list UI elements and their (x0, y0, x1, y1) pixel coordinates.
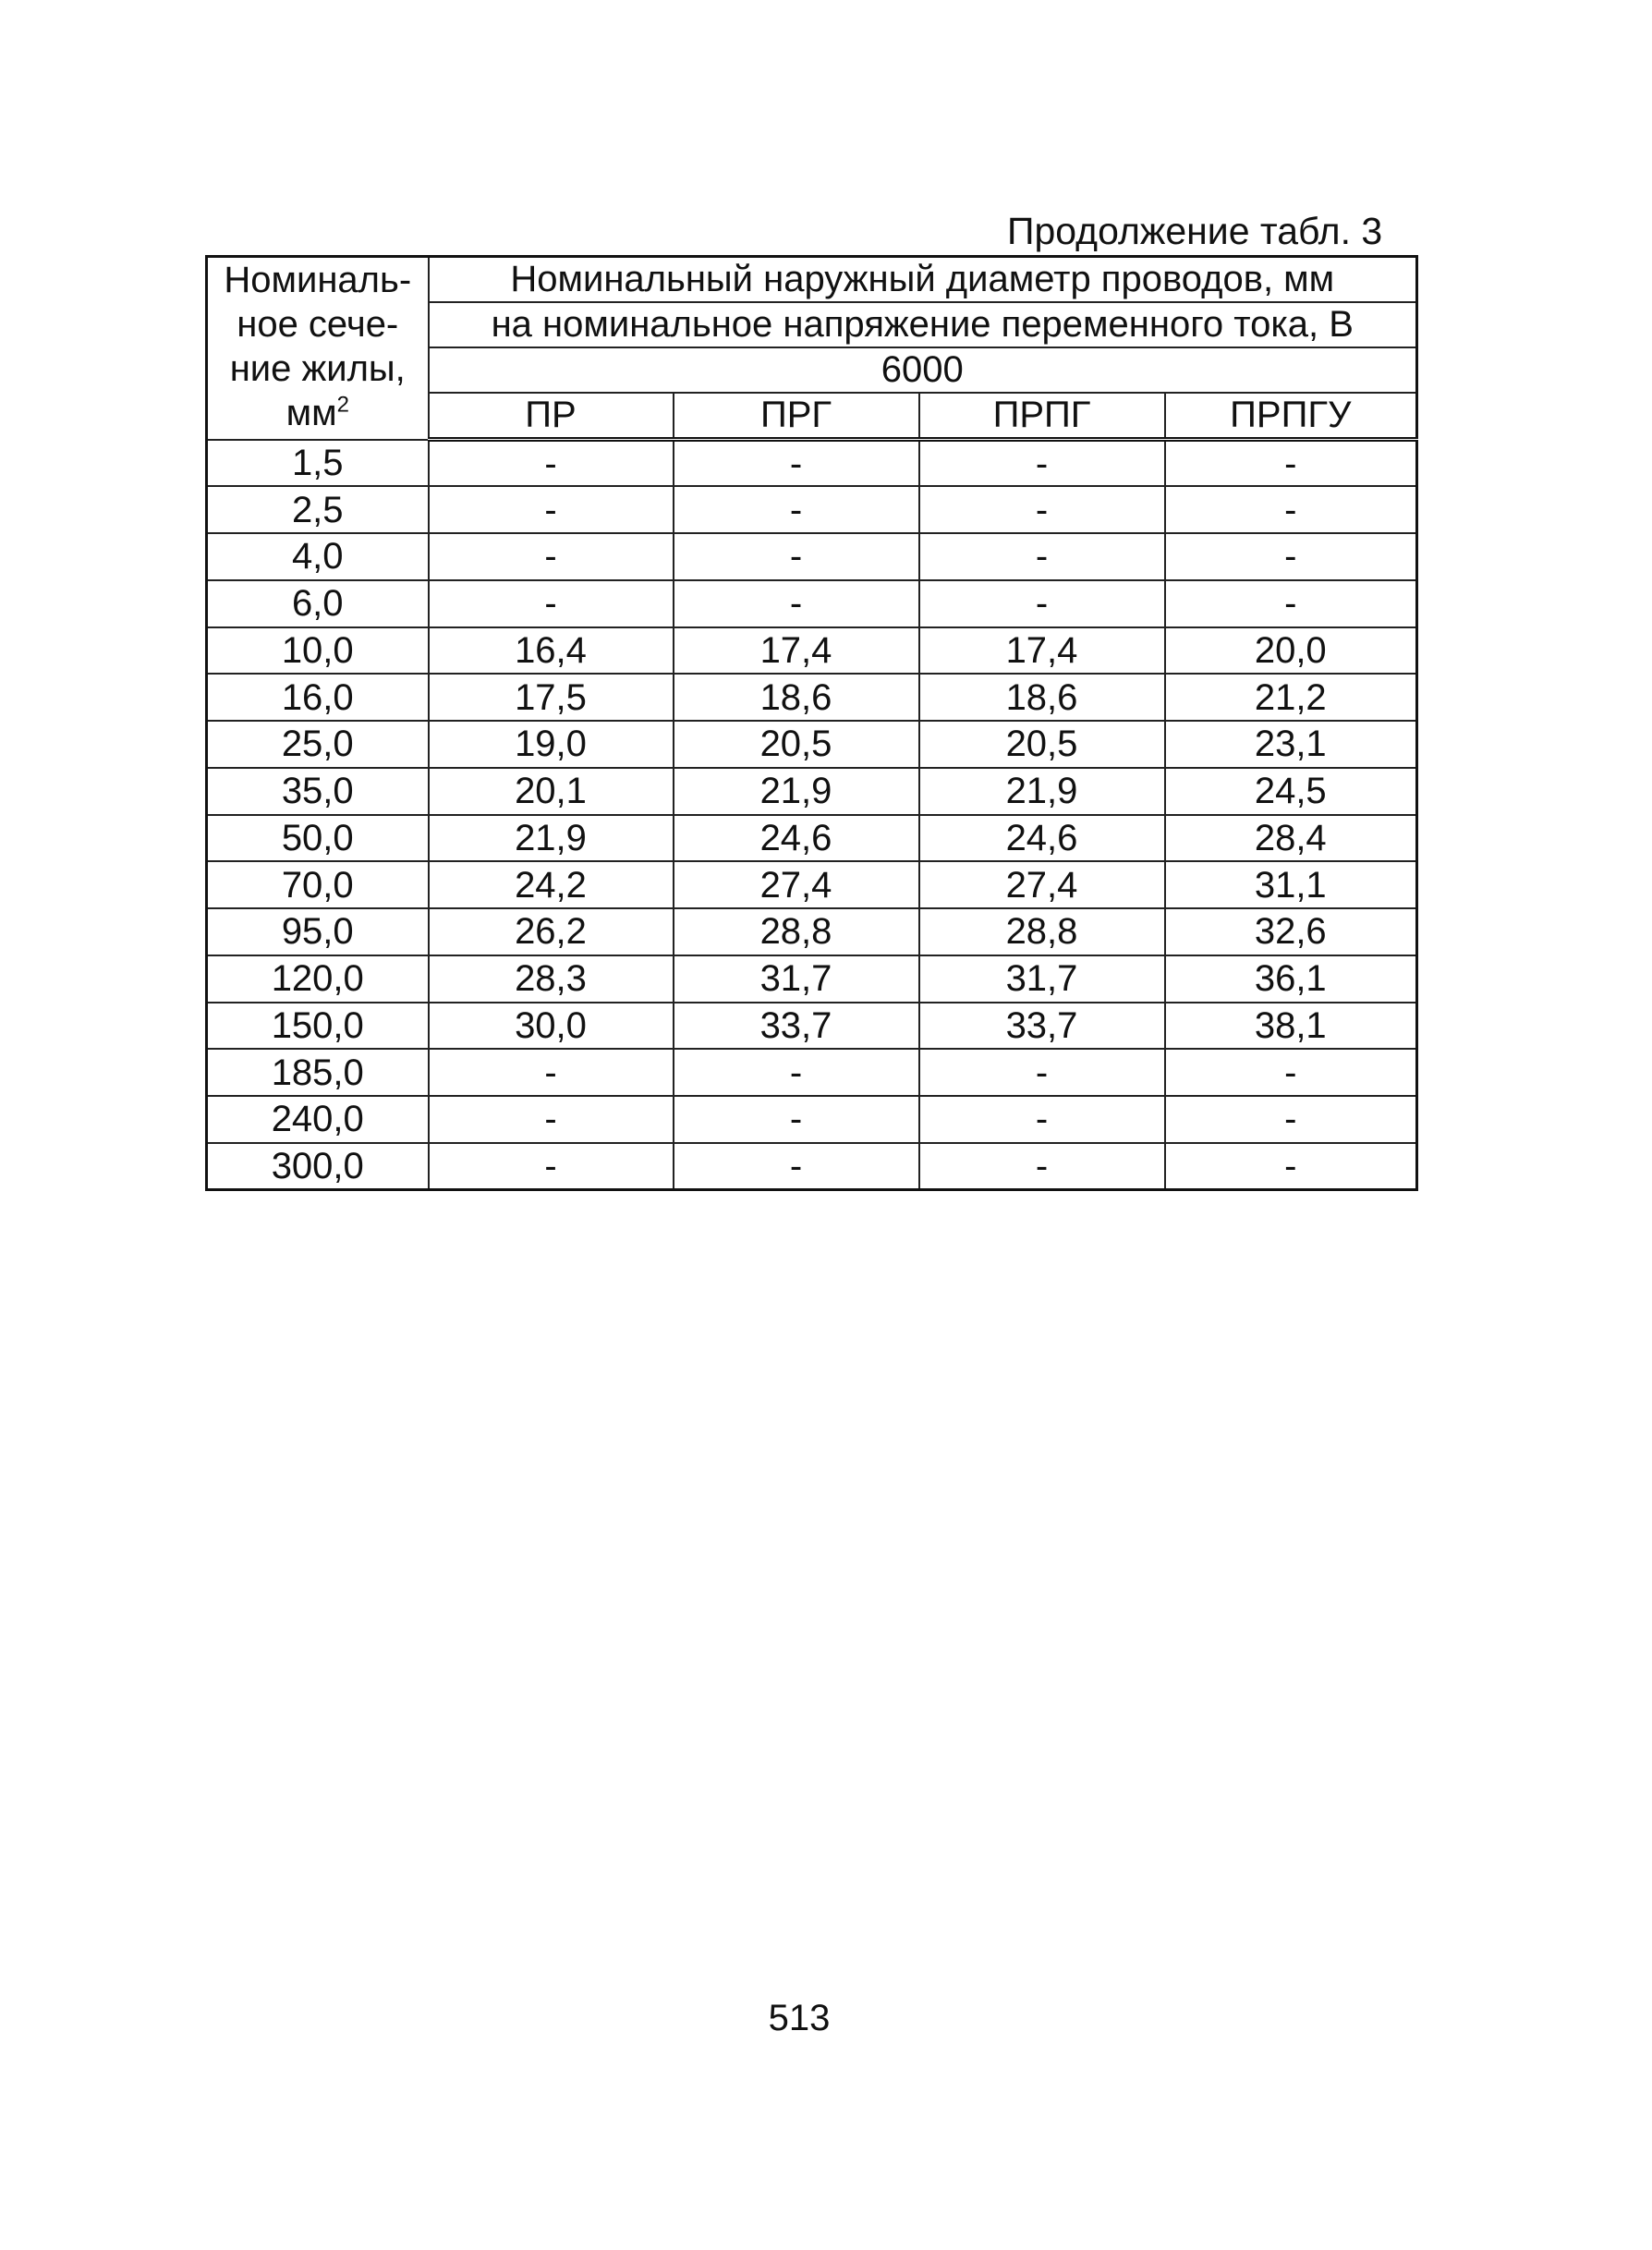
cell-pr: - (429, 580, 674, 627)
table-row (207, 440, 1417, 487)
cell-pr: - (429, 486, 674, 533)
table-row (207, 721, 1417, 768)
table-row (207, 1049, 1417, 1096)
cell-section: 4,0 (207, 533, 429, 580)
cell-prpg: - (919, 533, 1165, 580)
cell-prpg: 18,6 (919, 674, 1165, 721)
cell-prpgu: 36,1 (1165, 955, 1417, 1003)
table-row (207, 908, 1417, 955)
cell-prpgu: - (1165, 1096, 1417, 1143)
cell-prg: - (674, 1143, 919, 1190)
cell-pr: 28,3 (429, 955, 674, 1003)
cell-prg: 18,6 (674, 674, 919, 721)
cell-section: 240,0 (207, 1096, 429, 1143)
cell-pr: 24,2 (429, 861, 674, 908)
table-row (207, 674, 1417, 721)
cell-prpgu: - (1165, 1049, 1417, 1096)
cell-pr: 21,9 (429, 815, 674, 862)
header-nominal-section-line-1: Номиналь- (224, 260, 412, 300)
cell-prpgu: - (1165, 533, 1417, 580)
cell-prpgu: 38,1 (1165, 1003, 1417, 1050)
column-header-prpg: ПРПГ (919, 393, 1165, 440)
column-header-pr: ПР (429, 393, 674, 440)
cell-prpgu: - (1165, 1143, 1417, 1190)
cell-prpgu: - (1165, 440, 1417, 487)
cell-pr: 26,2 (429, 908, 674, 955)
cell-section: 25,0 (207, 721, 429, 768)
cell-pr: - (429, 1049, 674, 1096)
cell-prpgu: 28,4 (1165, 815, 1417, 862)
header-nominal-section (207, 257, 429, 440)
table-row (207, 955, 1417, 1003)
cell-prg: - (674, 440, 919, 487)
cell-prpg: - (919, 580, 1165, 627)
wire-diameter-table (205, 255, 1418, 1191)
cell-section: 70,0 (207, 861, 429, 908)
cell-prg: - (674, 1096, 919, 1143)
cell-prpgu: - (1165, 486, 1417, 533)
cell-pr: - (429, 533, 674, 580)
cell-prpg: 20,5 (919, 721, 1165, 768)
cell-section: 50,0 (207, 815, 429, 862)
cell-prg: - (674, 533, 919, 580)
cell-prg: - (674, 580, 919, 627)
cell-prg: 27,4 (674, 861, 919, 908)
cell-pr: 20,1 (429, 768, 674, 815)
cell-pr: 16,4 (429, 627, 674, 675)
cell-section: 1,5 (207, 440, 429, 487)
table-row (207, 815, 1417, 862)
page-number: 513 (768, 1998, 831, 2038)
header-voltage-value: 6000 (429, 347, 1417, 393)
cell-pr: - (429, 1143, 674, 1190)
cell-prg: 24,6 (674, 815, 919, 862)
table-caption: Продолжение табл. 3 (1007, 210, 1383, 252)
header-nominal-section-line-2: ное сече- (237, 304, 399, 345)
cell-prpg: - (919, 1096, 1165, 1143)
cell-prpg: 24,6 (919, 815, 1165, 862)
cell-section: 2,5 (207, 486, 429, 533)
cell-section: 120,0 (207, 955, 429, 1003)
cell-prpgu: 21,2 (1165, 674, 1417, 721)
cell-prg: 21,9 (674, 768, 919, 815)
table-row (207, 1143, 1417, 1190)
cell-section: 300,0 (207, 1143, 429, 1190)
cell-prg: - (674, 486, 919, 533)
table-header (207, 257, 1417, 440)
cell-section: 35,0 (207, 768, 429, 815)
cell-prg: 33,7 (674, 1003, 919, 1050)
cell-section: 185,0 (207, 1049, 429, 1096)
cell-prpgu: 31,1 (1165, 861, 1417, 908)
cell-pr: 19,0 (429, 721, 674, 768)
cell-prpg: 17,4 (919, 627, 1165, 675)
table-row (207, 861, 1417, 908)
table-row (207, 627, 1417, 675)
table-body (207, 440, 1417, 1190)
cell-prg: - (674, 1049, 919, 1096)
cell-prpgu: 20,0 (1165, 627, 1417, 675)
cell-prpg: - (919, 486, 1165, 533)
cell-prpgu: - (1165, 580, 1417, 627)
table-row (207, 1096, 1417, 1143)
cell-pr: 17,5 (429, 674, 674, 721)
header-nominal-section-unit: мм (285, 393, 337, 433)
column-header-prpgu: ПРПГУ (1165, 393, 1417, 440)
cell-section: 150,0 (207, 1003, 429, 1050)
cell-section: 10,0 (207, 627, 429, 675)
column-header-prg: ПРГ (674, 393, 919, 440)
table-row (207, 1003, 1417, 1050)
cell-section: 95,0 (207, 908, 429, 955)
cell-prg: 31,7 (674, 955, 919, 1003)
cell-prg: 17,4 (674, 627, 919, 675)
cell-prpg: - (919, 1049, 1165, 1096)
cell-prpgu: 32,6 (1165, 908, 1417, 955)
cell-section: 6,0 (207, 580, 429, 627)
header-unit-superscript: 2 (336, 392, 349, 418)
cell-prpg: 31,7 (919, 955, 1165, 1003)
table-row (207, 768, 1417, 815)
cell-prg: 28,8 (674, 908, 919, 955)
table-row (207, 580, 1417, 627)
cell-prpg: 28,8 (919, 908, 1165, 955)
table-row (207, 533, 1417, 580)
cell-pr: 30,0 (429, 1003, 674, 1050)
header-rated-voltage: на номинальное напряжение переменного тока, В (429, 302, 1417, 347)
header-outer-diameter: Номинальный наружный диаметр проводов, мм (429, 257, 1417, 302)
cell-prg: 20,5 (674, 721, 919, 768)
cell-section: 16,0 (207, 674, 429, 721)
cell-prpg: 33,7 (919, 1003, 1165, 1050)
cell-prpgu: 23,1 (1165, 721, 1417, 768)
cell-prpg: - (919, 440, 1165, 487)
table-row (207, 486, 1417, 533)
cell-prpgu: 24,5 (1165, 768, 1417, 815)
cell-prpg: - (919, 1143, 1165, 1190)
cell-pr: - (429, 440, 674, 487)
cell-prpg: 21,9 (919, 768, 1165, 815)
cell-pr: - (429, 1096, 674, 1143)
cell-prpg: 27,4 (919, 861, 1165, 908)
header-nominal-section-line-3: ние жилы, (229, 348, 406, 389)
